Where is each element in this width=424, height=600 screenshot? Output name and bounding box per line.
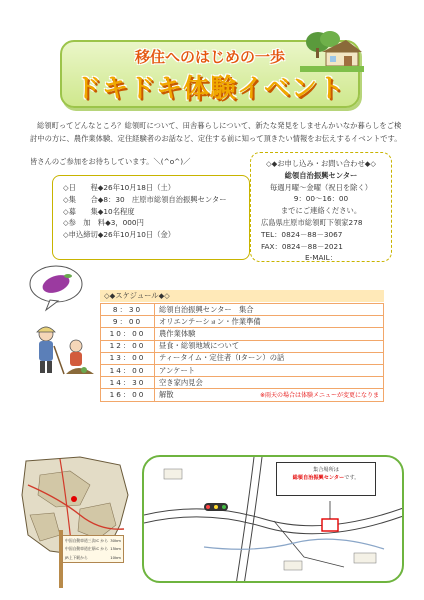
welcome-message: 皆さんのご参加をお待ちしています。＼(^o^)／: [30, 157, 191, 166]
schedule-activity: 農作業体験: [155, 328, 384, 340]
schedule-activity: 解散: [159, 389, 174, 399]
schedule-row: [101, 316, 384, 328]
contact-hours-days: 毎週月曜～金曜（祝日を除く）: [269, 182, 373, 192]
rain-note: ※雨天の場合は体験メニューが変更になりま: [259, 392, 379, 400]
detail-meeting: ◇集 合◆8：30 庄原市総領自治振興センター: [63, 194, 227, 204]
contact-email: E-MAIL：: [304, 253, 338, 263]
schedule-activity: 総領自治振興センター 集合: [155, 304, 384, 316]
contact-hours-time: 9：00～16：00: [293, 194, 349, 204]
contact-org: 総領自治振興センター: [284, 170, 358, 180]
schedule-row: [101, 389, 384, 401]
schedule-row: [101, 304, 384, 316]
callout-venue: 総領自治振興センター: [292, 475, 345, 481]
contact-heading: ◇◆お申し込み・お問い合わせ◆◇: [265, 159, 376, 168]
schedule-activity: オリエンテーション・作業準備: [155, 316, 384, 328]
contact-box: [250, 152, 392, 262]
schedule-row: [101, 340, 384, 352]
callout-tail: です。: [344, 475, 360, 481]
detail-deadline: ◇申込締切◆26年10月10日（金）: [63, 230, 176, 240]
meeting-point-callout: [276, 462, 376, 496]
schedule-time: 14：00: [101, 364, 155, 376]
legend-value: 15km: [110, 546, 121, 552]
detail-capacity: ◇募 集◆10名程度: [63, 206, 135, 216]
callout-line2: [277, 474, 375, 482]
schedule-activity: アンケート: [155, 364, 384, 376]
schedule-row: [101, 328, 384, 340]
contact-fax: FAX：0824－88－2021: [261, 241, 343, 251]
banner-subtitle: 移住へのはじめの一歩: [134, 48, 285, 66]
schedule-row: [101, 364, 384, 376]
contact-address: 広島県庄原市総領町下領家278: [261, 217, 363, 227]
legend-value: 10km: [110, 554, 121, 560]
legend-value: 30km: [110, 538, 121, 543]
schedule-activity: ティータイム・定住者（Iターン）の話: [155, 352, 384, 364]
title-banner: [60, 40, 360, 108]
schedule-time: 16：00: [101, 389, 155, 401]
contact-tel: TEL：0824－88－3067: [261, 229, 343, 239]
detail-fee: ◇参 加 料◆3，000円: [63, 218, 144, 228]
farming-illustration: [28, 262, 98, 382]
distance-legend: [62, 535, 124, 563]
schedule-activity: 昼食・総領地域について: [155, 340, 384, 352]
schedule-time: 14：30: [101, 377, 155, 389]
schedule-time: 12：00: [101, 340, 155, 352]
schedule-activity: 空き家内見会: [155, 377, 384, 389]
schedule-row: [101, 377, 384, 389]
intro-paragraph: 総領町ってどんなところ？総領町について、田舎暮らしについて、新たな発見をしませんかいなか暮らしをご検討中の方に、農作業体験、定住経験者のお話など、定住する前に知って頂きたい情報をお伝えするイベントです。: [30, 121, 402, 143]
detail-date: ◇日 程◆26年10月18日（土）: [63, 183, 176, 192]
banner-title: ドキドキ体験イベント: [74, 74, 345, 104]
schedule-time: 9：00: [101, 316, 155, 328]
schedule-heading: ◇◆スケジュール◆◇: [100, 290, 384, 302]
schedule-row: [101, 352, 384, 364]
callout-line1: 集合場所は: [313, 467, 339, 473]
countryside-house-illustration: [300, 30, 364, 72]
legend-label: 中国自動車道庄原IC から: [65, 546, 108, 552]
schedule-table: [100, 303, 384, 402]
schedule-time: 8：30: [101, 304, 155, 316]
contact-hours-note: までにご連絡ください。: [280, 206, 362, 216]
schedule-time: 13：00: [101, 352, 155, 364]
legend-label: JR上下駅から: [65, 554, 88, 560]
legend-row: [65, 537, 121, 545]
intro-text: [30, 120, 402, 145]
legend-row: [65, 545, 121, 553]
schedule-activity-last: [155, 389, 384, 401]
legend-row: [65, 554, 121, 562]
schedule-time: 10：00: [101, 328, 155, 340]
event-details-box: [52, 175, 250, 260]
legend-label: 中国自動車道三次IC から: [65, 538, 108, 543]
